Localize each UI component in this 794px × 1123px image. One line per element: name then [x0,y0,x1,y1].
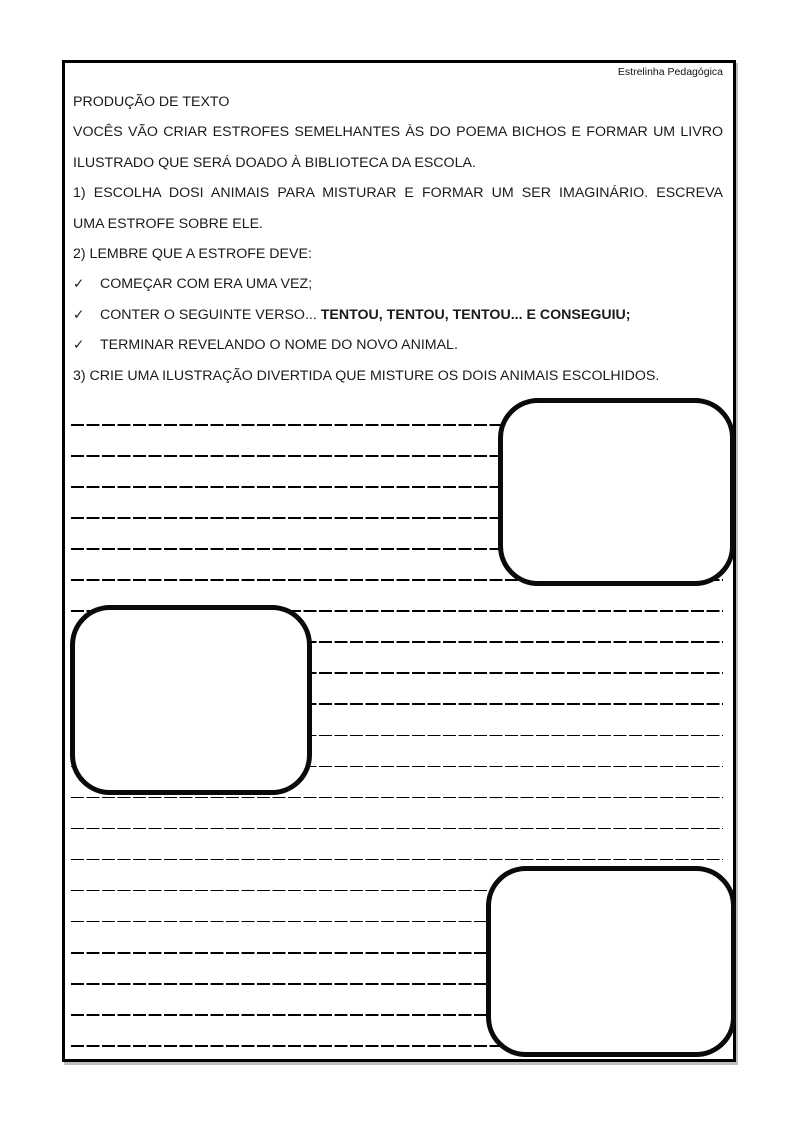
checklist-item-2-text: CONTER O SEGUINTE VERSO... TENTOU, TENTOU, TENTOU... E CONSEGUIU; [100,306,631,323]
checklist-item-1 [73,269,723,299]
publisher-credit: Estrelinha Pedagógica [617,66,723,78]
instructions-block [73,87,723,391]
checkmark-icon: ✓ [73,337,85,353]
illustration-box-middle-left [70,605,312,795]
illustration-box-top-right [498,398,735,586]
checklist-item-1-text: COMEÇAR COM ERA UMA VEZ; [100,276,313,293]
checkmark-icon: ✓ [73,306,85,322]
task2-line: 2) LEMBRE QUE A ESTROFE DEVE: [73,246,312,263]
checklist-item-3 [73,330,723,360]
task3-line: 3) CRIE UMA ILUSTRAÇÃO DIVERTIDA QUE MISTURE OS DOIS ANIMAIS ESCOLHIDOS. [73,367,660,384]
writing-line [71,859,723,861]
writing-line [71,797,723,799]
checkmark-icon: ✓ [73,276,85,292]
task1-line-2: UMA ESTROFE SOBRE ELE. [73,215,263,232]
page-title: PRODUÇÃO DE TEXTO [73,94,230,110]
writing-line [71,828,723,830]
checklist-item-2 [73,300,723,330]
intro-line-2: ILUSTRADO QUE SERÁ DOADO À BIBLIOTECA DA ESCOLA. [73,154,476,171]
intro-line-1: VOCÊS VÃO CRIAR ESTROFES SEMELHANTES ÀS DO POEMA BICHOS E FORMAR UM LIVRO [73,124,723,141]
checklist-item-3-text: TERMINAR REVELANDO O NOME DO NOVO ANIMAL. [100,337,458,354]
task1-line-1: 1) ESCOLHA DOSI ANIMAIS PARA MISTURAR E FORMAR UM SER IMAGINÁRIO. ESCREVA [73,185,723,202]
illustration-box-bottom-right [486,866,736,1057]
